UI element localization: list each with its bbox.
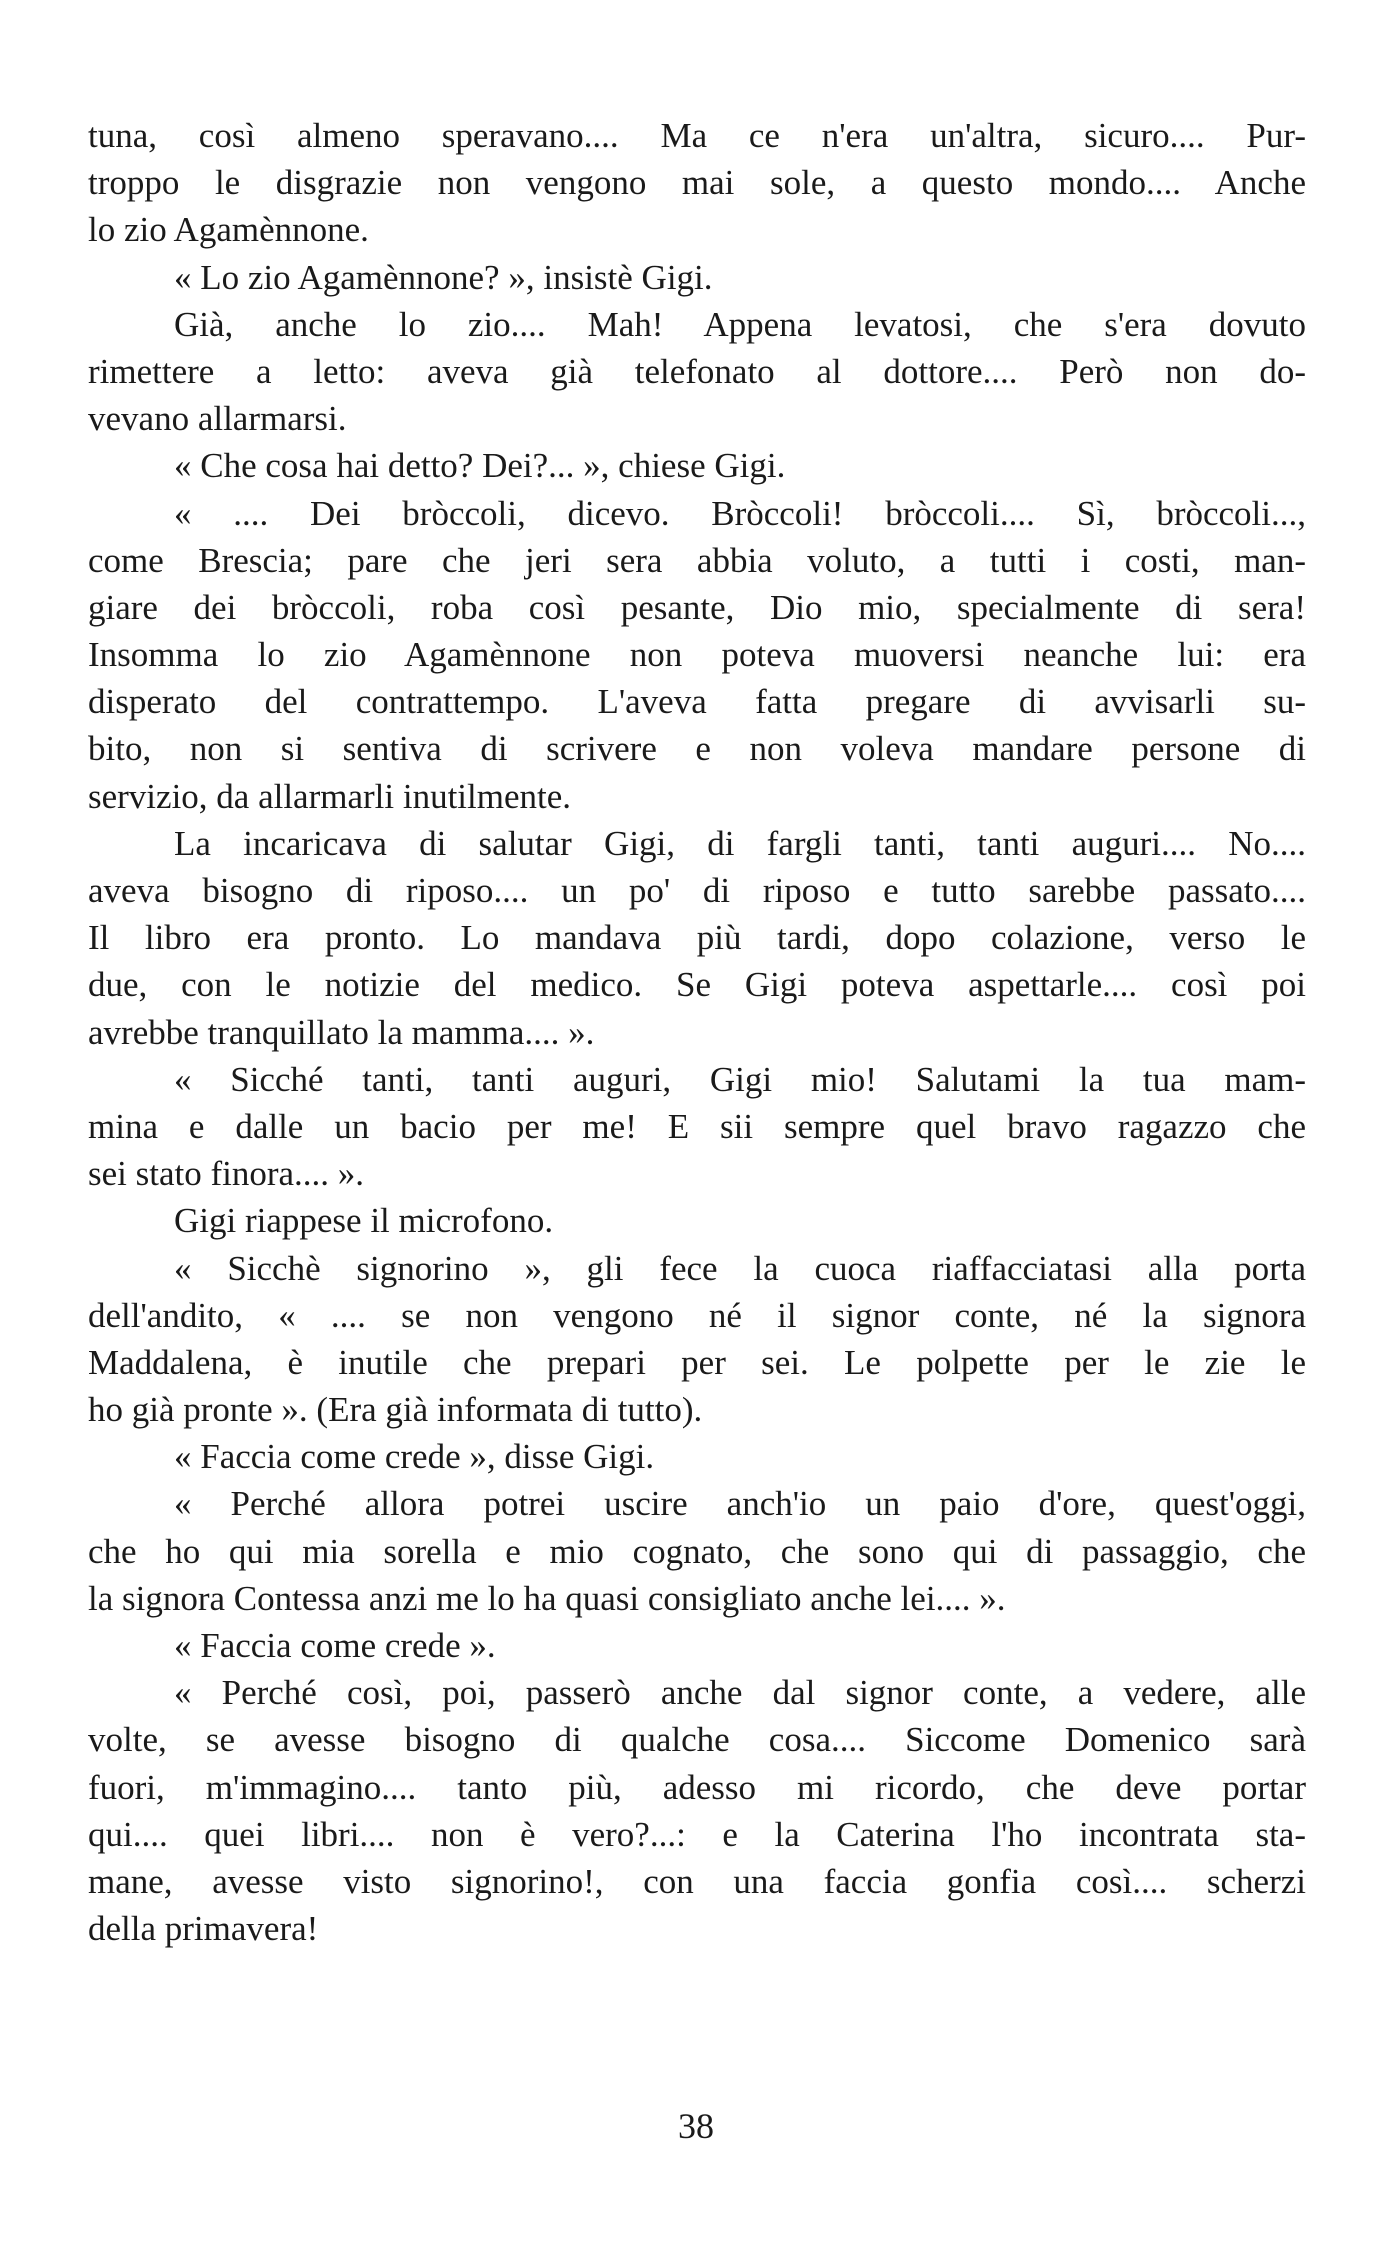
- text-line: la signora Contessa anzi me lo ha quasi consigliato anche lei.... ».: [88, 1578, 1006, 1618]
- text-line: « Lo zio Agamènnone? », insistè Gigi.: [174, 257, 713, 297]
- text-line: giare dei bròccoli, roba così pesante, Dio mio, specialmente di sera!: [88, 587, 1306, 627]
- text-line: bito, non si sentiva di scrivere e non voleva mandare persone di: [88, 729, 1306, 769]
- text-line: « Perché allora potrei uscire anch'io un paio d'ore, quest'oggi,: [174, 1484, 1306, 1524]
- text-line: « Faccia come crede », disse Gigi.: [174, 1437, 655, 1477]
- text-line: rimettere a letto: aveva già telefonato al dottore.... Però non do-: [88, 351, 1306, 391]
- text-line: volte, se avesse bisogno di qualche cosa.... Siccome Domenico sarà: [88, 1720, 1306, 1760]
- text-line: tuna, così almeno speravano.... Ma ce n'era un'altra, sicuro.... Pur-: [88, 116, 1306, 155]
- body-text: [88, 112, 1306, 1952]
- text-line: Già, anche lo zio.... Mah! Appena levatosi, che s'era dovuto: [174, 304, 1306, 344]
- text-line: qui.... quei libri.... non è vero?...: e la Caterina l'ho incontrata sta-: [88, 1814, 1306, 1854]
- text-line: « Perché così, poi, passerò anche dal signor conte, a vedere, alle: [174, 1673, 1306, 1713]
- text-line: come Brescia; pare che jeri sera abbia voluto, a tutti i costi, man-: [88, 540, 1306, 580]
- text-line: Gigi riappese il microfono.: [174, 1201, 554, 1241]
- text-line: « Sicché tanti, tanti auguri, Gigi mio! Salutami la tua mam-: [174, 1059, 1306, 1099]
- text-line: dell'andito, « .... se non vengono né il signor conte, né la signora: [88, 1295, 1306, 1335]
- text-line: aveva bisogno di riposo.... un po' di riposo e tutto sarebbe passato....: [88, 871, 1306, 910]
- text-line: due, con le notizie del medico. Se Gigi poteva aspettarle.... così poi: [88, 965, 1306, 1005]
- text-line: mane, avesse visto signorino!, con una faccia gonfia così.... scherzi: [88, 1861, 1306, 1901]
- text-line: mina e dalle un bacio per me! E sii sempre quel bravo ragazzo che: [88, 1106, 1306, 1146]
- text-line: disperato del contrattempo. L'aveva fatta pregare di avvisarli su-: [88, 682, 1306, 722]
- text-line: ho già pronte ». (Era già informata di tutto).: [88, 1390, 703, 1430]
- text-line: della primavera!: [88, 1909, 319, 1949]
- text-line: « Che cosa hai detto? Dei?... », chiese Gigi.: [174, 446, 786, 486]
- text-line: « Sicchè signorino », gli fece la cuoca riaffacciatasi alla porta: [174, 1248, 1306, 1288]
- text-line: Insomma lo zio Agamènnone non poteva muoversi neanche lui: era: [88, 635, 1306, 675]
- text-line: fuori, m'immagino.... tanto più, adesso mi ricordo, che deve portar: [88, 1767, 1306, 1807]
- text-line: vevano allarmarsi.: [88, 399, 347, 439]
- text-line: La incaricava di salutar Gigi, di fargli tanti, tanti auguri.... No....: [174, 823, 1306, 863]
- text-line: troppo le disgrazie non vengono mai sole, a questo mondo.... Anche: [88, 163, 1306, 203]
- text-line: sei stato finora.... ».: [88, 1154, 365, 1194]
- text-line: servizio, da allarmarli inutilmente.: [88, 776, 572, 816]
- page-number: 38: [678, 2106, 714, 2146]
- text-line: lo zio Agamènnone.: [88, 210, 369, 250]
- text-line: Maddalena, è inutile che prepari per sei. Le polpette per le zie le: [88, 1342, 1306, 1382]
- text-line: « .... Dei bròccoli, dicevo. Bròccoli! bròccoli.... Sì, bròccoli...,: [174, 493, 1306, 533]
- text-line: che ho qui mia sorella e mio cognato, che sono qui di passaggio, che: [88, 1531, 1306, 1571]
- text-line: « Faccia come crede ».: [174, 1626, 496, 1665]
- text-line: Il libro era pronto. Lo mandava più tardi, dopo colazione, verso le: [88, 918, 1306, 958]
- text-line: avrebbe tranquillato la mamma.... ».: [88, 1012, 595, 1052]
